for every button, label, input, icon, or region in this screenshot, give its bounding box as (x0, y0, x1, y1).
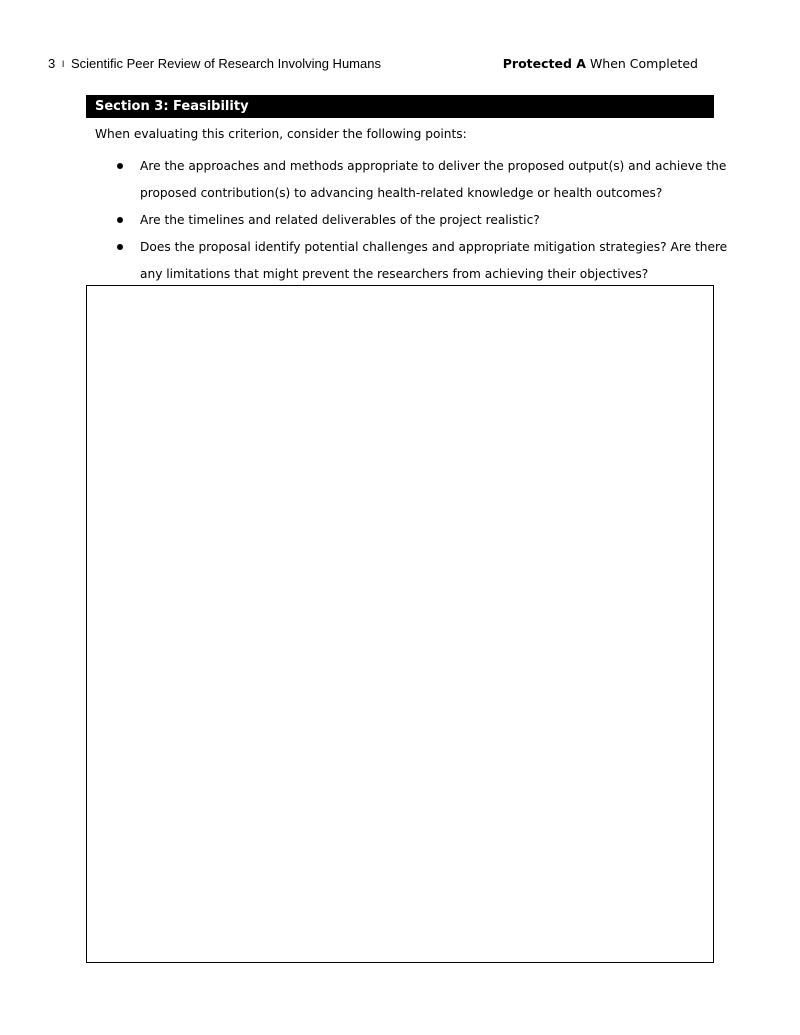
bullet-text-line: Does the proposal identify potential challenges and appropriate mitigation strategies? Are there (140, 240, 728, 254)
bullet-item (115, 153, 727, 207)
section-intro: When evaluating this criterion, consider the following points: (95, 127, 467, 141)
bullet-dot-icon (117, 217, 123, 223)
bullet-dot-icon (117, 163, 123, 169)
header-left (48, 56, 381, 72)
classification-strong: Protected A (502, 56, 586, 71)
criteria-bullet-list (115, 153, 728, 288)
header-separator: I (61, 59, 65, 69)
classification-rest: When Completed (585, 56, 698, 71)
document-title: Scientific Peer Review of Research Involving Humans (71, 56, 381, 71)
page-number: 3 (48, 56, 56, 71)
bullet-text-line: Are the timelines and related deliverables of the project realistic? (140, 213, 540, 227)
bullet-item (115, 234, 728, 288)
classification-label (503, 56, 698, 72)
feasibility-response-box[interactable] (86, 285, 714, 963)
section-title: Section 3: Feasibility (95, 99, 249, 114)
bullet-text-line: any limitations that might prevent the researchers from achieving their objectives? (140, 267, 649, 281)
bullet-text-line: Are the approaches and methods appropriate to deliver the proposed output(s) and achieve the (140, 159, 727, 173)
section-title-bar (86, 95, 714, 118)
bullet-item (115, 207, 713, 234)
page-header (48, 56, 698, 74)
bullet-text-line: proposed contribution(s) to advancing health-related knowledge or health outcomes? (140, 186, 663, 200)
bullet-dot-icon (117, 244, 123, 250)
